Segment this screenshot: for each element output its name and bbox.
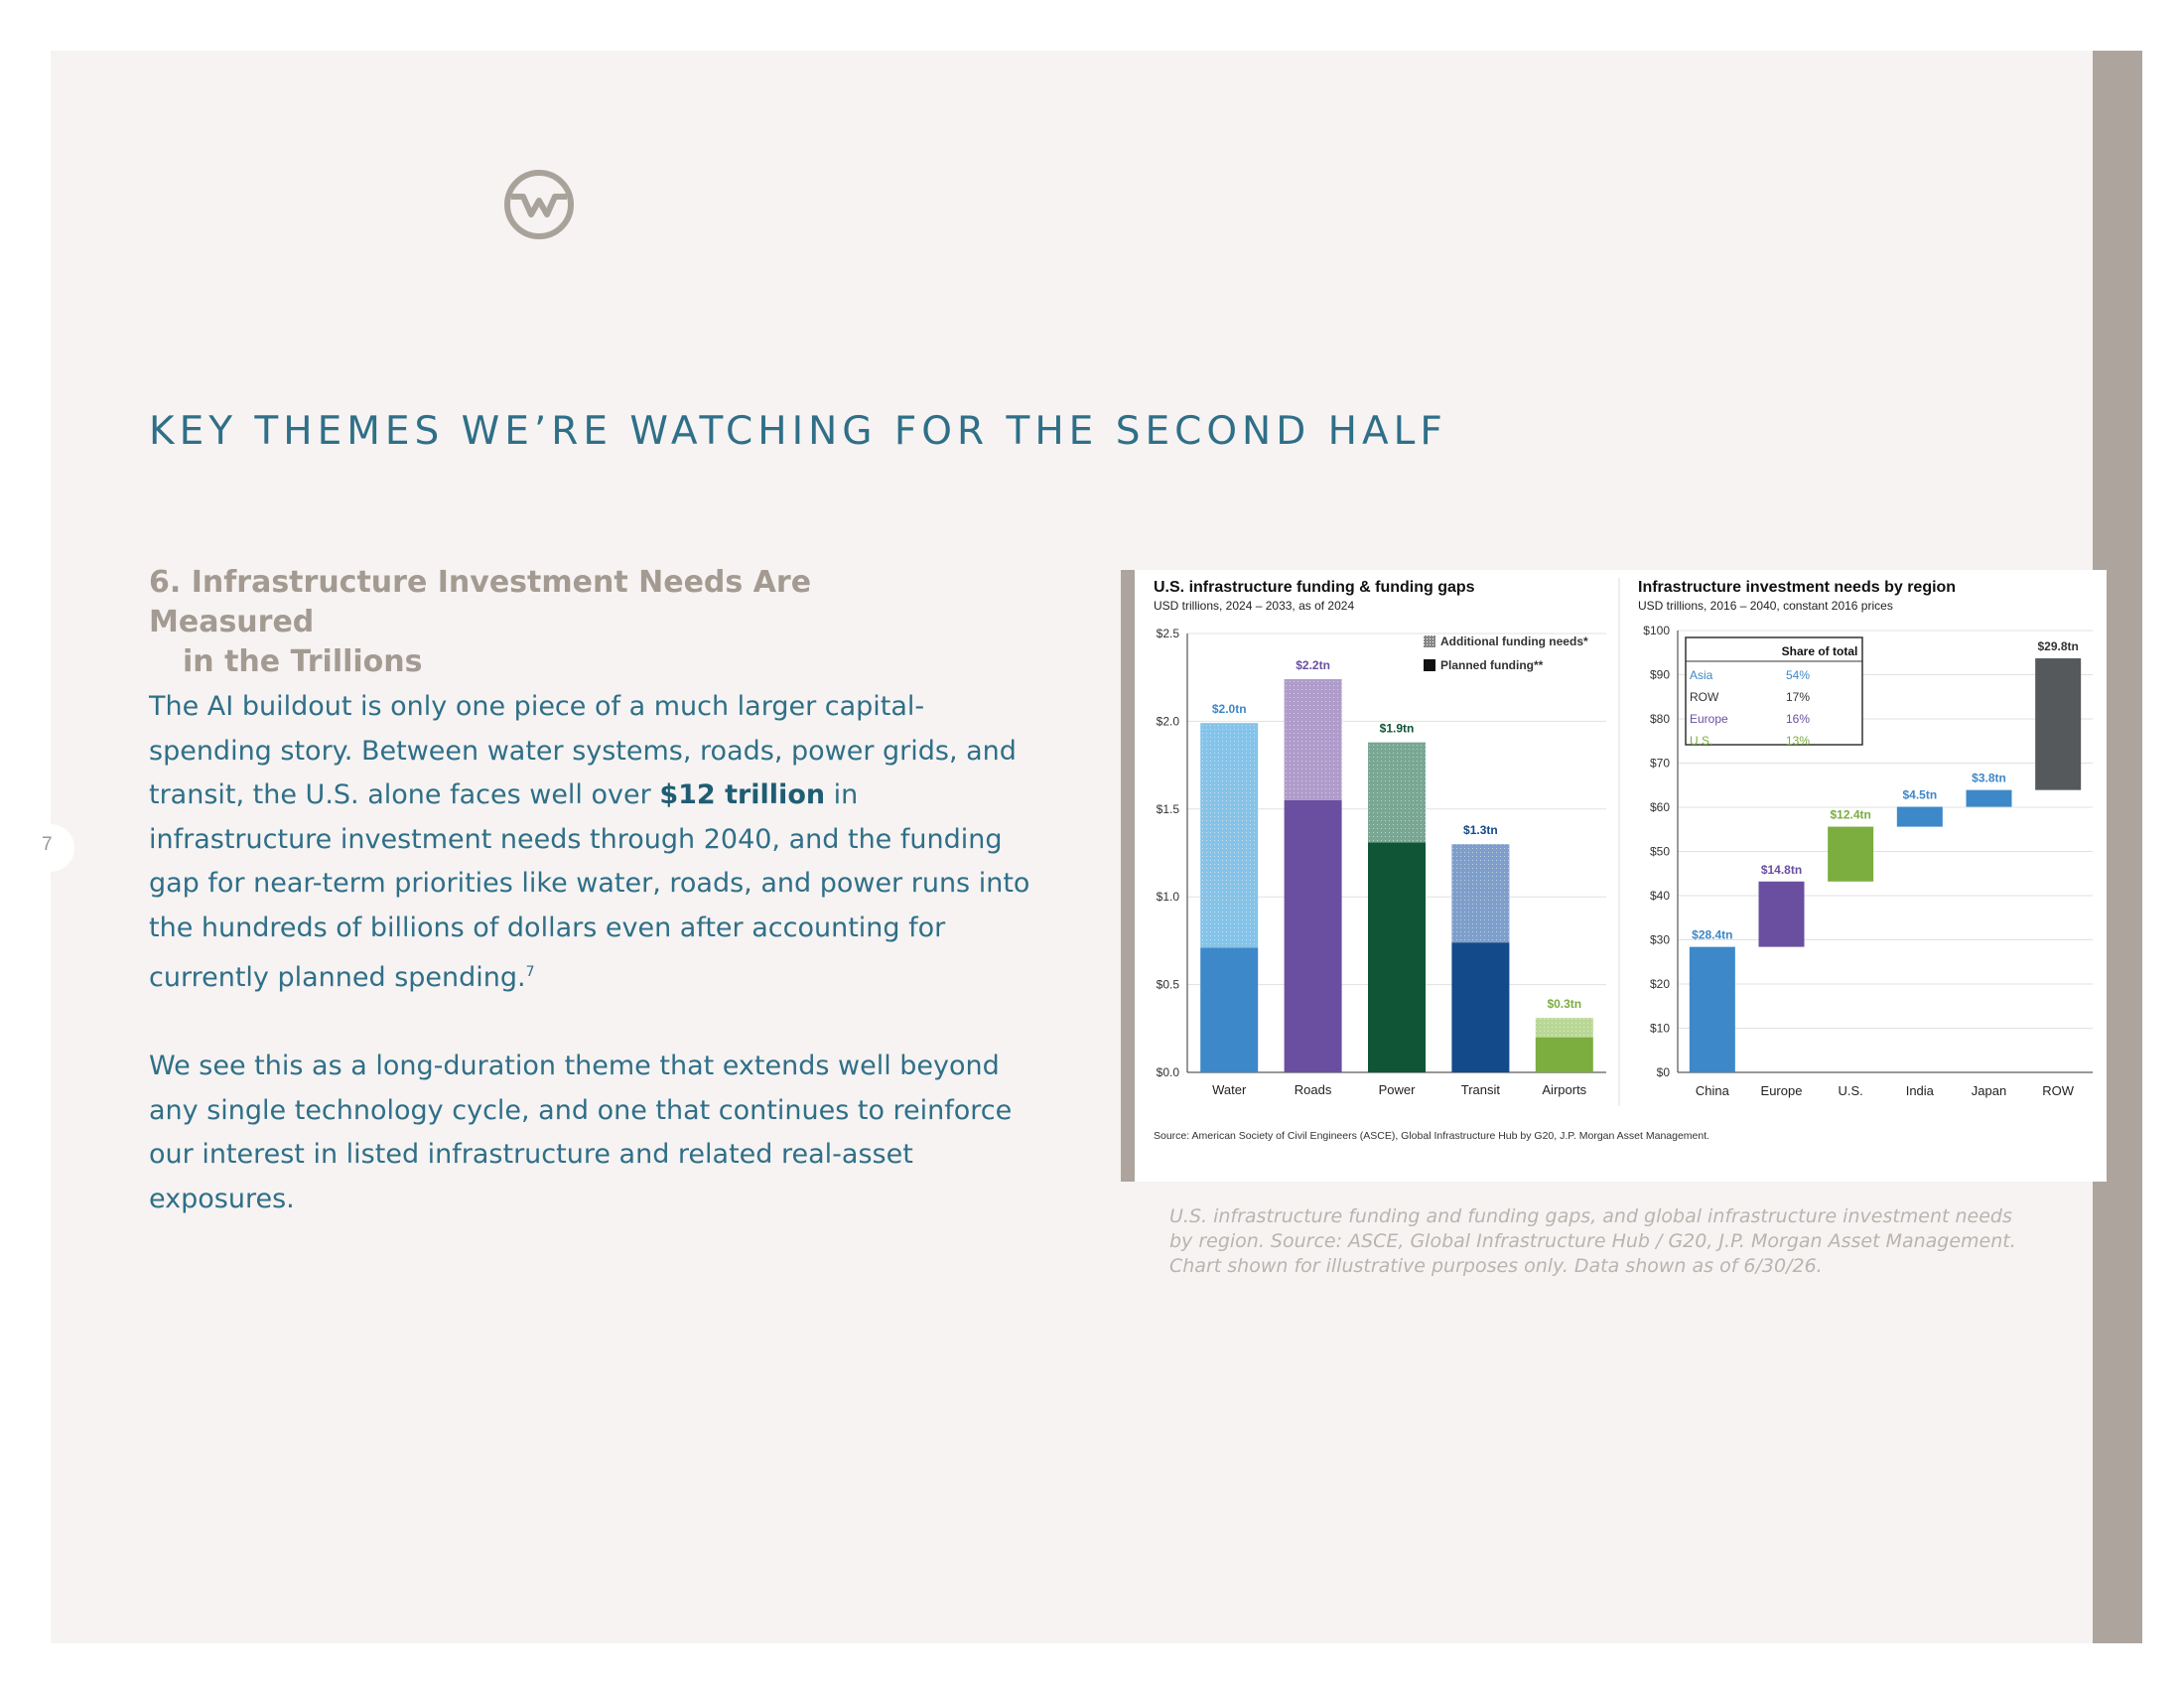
chart1-ytick: $1.0 [1156, 890, 1179, 905]
chart2-share-value: 54% [1785, 668, 1811, 682]
footnote-marker: 7 [525, 964, 535, 980]
chart2-subtitle: USD trillions, 2016 – 2040, constant 2016 prices [1638, 599, 1893, 613]
chart1-legend-planned-swatch [1424, 659, 1435, 671]
chart2-ytick: $30 [1649, 932, 1670, 947]
chart1-data-label: $0.3tn [1547, 997, 1582, 1012]
chart2-share-region: Asia [1690, 668, 1713, 682]
chart1-legend-planned: Planned funding** [1440, 658, 1544, 672]
chart2-bar [1897, 807, 1943, 827]
chart2-data-label: $29.8tn [2037, 639, 2079, 654]
chart1-data-label: $1.3tn [1463, 823, 1498, 838]
body-p1-text-a: The AI buildout is only one piece of a much larger capital-spending story. Between water systems, roads, power grids, and transit, the U.S. alone faces well over [149, 691, 1017, 810]
chart2-ytick: $10 [1649, 1021, 1670, 1036]
body-text [149, 685, 1042, 1266]
chart1-bar-planned [1285, 800, 1342, 1072]
section-heading-line1: 6. Infrastructure Investment Needs Are Measured [149, 565, 812, 639]
chart1-bar-planned [1451, 942, 1509, 1072]
chart2-share-value: 17% [1785, 690, 1811, 704]
chart2-xtick: Japan [1971, 1083, 2007, 1098]
chart1-bar-planned [1536, 1038, 1593, 1072]
chart1-bar-additional [1285, 679, 1342, 800]
chart1-title: U.S. infrastructure funding & funding gaps [1154, 579, 1475, 596]
section-heading [149, 563, 943, 682]
chart1-bar-additional [1368, 743, 1426, 843]
chart1-ytick: $2.0 [1156, 714, 1179, 729]
chart2-bar [1828, 827, 1873, 882]
chart2-ytick: $100 [1643, 624, 1670, 637]
chart2-data-label: $14.8tn [1760, 862, 1803, 877]
chart1-xtick: Power [1378, 1082, 1416, 1097]
chart2-share-region: U.S. [1690, 734, 1713, 748]
chart2-bar [1690, 947, 1735, 1072]
chart2-title: Infrastructure investment needs by region [1638, 579, 1957, 596]
chart1-bar-additional [1536, 1018, 1593, 1037]
chart2-bar [2035, 658, 2081, 790]
body-paragraph-1 [149, 685, 1042, 1001]
body-paragraph-2: We see this as a long-duration theme that extends well beyond any single technology cycle, and one that continues to reinforce our interest in listed infrastructure and related real-asset exposures. [149, 1051, 1013, 1214]
chart2-ytick: $70 [1649, 756, 1670, 771]
chart1-xtick: Water [1212, 1082, 1247, 1097]
chart2-ytick: $50 [1649, 844, 1670, 859]
chart2-share-value: 16% [1785, 712, 1811, 726]
chart2-xtick: U.S. [1838, 1083, 1863, 1098]
chart2-ytick: $0 [1656, 1065, 1670, 1079]
chart1-legend-additional: Additional funding needs* [1440, 634, 1588, 648]
chart1-ytick: $0.0 [1156, 1065, 1179, 1079]
page-number: 7 [42, 834, 53, 855]
chart2-data-label: $28.4tn [1692, 927, 1733, 942]
chart2-ytick: $80 [1649, 712, 1670, 726]
chart2-data-label: $12.4tn [1830, 807, 1871, 822]
chart1-data-label: $2.2tn [1296, 657, 1330, 672]
chart2-xtick: China [1695, 1083, 1729, 1098]
chart1-ytick: $0.5 [1156, 977, 1179, 992]
chart2-ytick: $90 [1649, 667, 1670, 682]
chart2-xtick: ROW [2042, 1083, 2075, 1098]
chart1-ytick: $1.5 [1156, 801, 1179, 816]
chart-panel [1121, 570, 2107, 1182]
chart1-bar-additional [1200, 723, 1258, 947]
chart2-bar [1967, 790, 2012, 807]
chart1-legend-additional-swatch [1424, 635, 1435, 647]
chart2-data-label: $4.5tn [1902, 787, 1938, 802]
chart1-data-label: $2.0tn [1211, 702, 1247, 717]
chart2-share-region: Europe [1690, 712, 1728, 726]
chart2-share-value: 13% [1785, 734, 1811, 748]
chart2-share-table-title: Share of total [1781, 644, 1858, 658]
chart1-subtitle: USD trillions, 2024 – 2033, as of 2024 [1154, 599, 1355, 613]
chart-source: Source: American Society of Civil Engineers (ASCE), Global Infrastructure Hub by G20, J.P. Morgan Asset Management. [1154, 1130, 1710, 1142]
chart1-bar-additional [1451, 844, 1509, 942]
body-p1-highlight: $12 trillion [659, 779, 826, 810]
chart2-bar [1759, 882, 1805, 947]
chart2-ytick: $40 [1649, 889, 1670, 903]
chart2-data-label: $3.8tn [1972, 771, 2006, 785]
page-title: KEY THEMES WE’RE WATCHING FOR THE SECOND HALF [149, 409, 1447, 454]
section-heading-line2: in the Trillions [183, 644, 423, 679]
chart1-xtick: Transit [1460, 1082, 1501, 1097]
chart1-xtick: Roads [1294, 1082, 1332, 1097]
chart1-ytick: $2.5 [1156, 627, 1179, 640]
chart2-share-region: ROW [1690, 690, 1719, 704]
chart2-ytick: $20 [1649, 977, 1670, 991]
chart2-xtick: India [1905, 1083, 1934, 1098]
chart-caption: U.S. infrastructure funding and funding gaps, and global infrastructure investment needs by region. Source: ASCE, Global Infrastructure Hub / G20, J.P. Morgan Asset Management. Chart shown for illustrative purposes only. Data shown as of 6/30/26. [1169, 1205, 2016, 1277]
chart2-ytick: $60 [1649, 800, 1670, 814]
chart2-xtick: Europe [1760, 1083, 1803, 1098]
brand-logo-icon [501, 167, 577, 242]
chart1-xtick: Airports [1542, 1082, 1587, 1097]
chart1-bar-planned [1368, 842, 1426, 1072]
body-p1-text-b: in infrastructure investment needs through 2040, and the funding gap for near-term priorities like water, roads, and power runs into the hundreds of billions of dollars even after accounting for currently planned spending. [149, 779, 1030, 993]
chart1-bar-planned [1200, 947, 1258, 1072]
chart1-data-label: $1.9tn [1379, 721, 1415, 736]
charts-svg [1135, 570, 2107, 1182]
